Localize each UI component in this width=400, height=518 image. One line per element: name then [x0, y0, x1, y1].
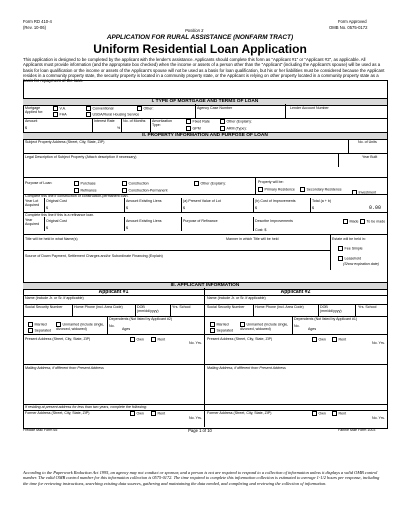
lender-account-label: Lender Account Number	[290, 106, 329, 110]
applicant-1-unmarried-label: Unmarried (include single, divorced, widowed)	[56, 322, 105, 331]
applicant-2-former-own-label: Own	[318, 411, 326, 416]
interest-rate-label: Interest Rate	[94, 119, 115, 123]
applicant-2-rent-label: Rent	[338, 337, 347, 342]
applicant-1-former-own-checkbox[interactable]	[130, 411, 135, 416]
no-units-label: No. of Units	[358, 140, 377, 144]
leasehold-option[interactable]	[338, 256, 361, 261]
applicant-2-mailing-label: Mailing Address, if different from Present Address	[207, 366, 286, 370]
applicant-1-phone-label: Home Phone (incl. Area Code)	[74, 305, 123, 309]
fixed-rate-label: Fixed Rate	[192, 119, 210, 124]
primary-option[interactable]	[258, 187, 295, 192]
arm-option[interactable]	[220, 126, 247, 131]
applicant-2-yrs-school-label: Yrs. School	[358, 305, 377, 309]
applicant-2-married-checkbox[interactable]	[210, 322, 215, 327]
original-cost-dollar: $	[46, 206, 48, 210]
manner-title-label: Manner in which Title will be held	[226, 237, 279, 241]
applicant-2-former-own-checkbox[interactable]	[312, 411, 317, 416]
source-down-payment-label: Source of Down Payment, Settlement Charges and/or Subordinate Financing (Explain)	[25, 254, 163, 258]
refinance-checkbox[interactable]	[74, 188, 79, 193]
freddie-mac-form: Freddie Mac Form 65	[23, 428, 58, 432]
cost-improvements-dollar: $	[255, 206, 257, 210]
made-option[interactable]	[343, 219, 359, 224]
leasehold-label: Leasehold	[344, 256, 362, 261]
to-be-made-option[interactable]	[360, 219, 385, 224]
present-value-dollar: $	[183, 206, 185, 210]
applicant-2-present-address-label: Present Address (Street, City, State, ZIP)	[207, 337, 273, 341]
form-subtitle: APPLICATION FOR RURAL ASSISTANCE (NONFARM TRACT)	[106, 34, 294, 41]
applicant-1-unmarried-option[interactable]	[56, 322, 106, 331]
applicant-2-dependents-label: Dependents (Not listed by Applicant #1)	[294, 317, 358, 321]
applicant-1-present-address-label: Present Address (Street, City, State, ZIP)	[25, 337, 91, 341]
section-2-header: II. PROPERTY INFORMATION AND PURPOSE OF LOAN	[23, 132, 387, 140]
secondary-label: Secondary Residence	[306, 187, 342, 192]
fha-checkbox[interactable]	[53, 112, 58, 117]
refi-existing-liens-dollar: $	[126, 226, 128, 230]
made-label: Made	[349, 219, 359, 224]
fixed-rate-option[interactable]	[186, 119, 210, 124]
gpm-label: GPM	[192, 126, 201, 131]
secondary-checkbox[interactable]	[300, 187, 305, 192]
amortization-type-label: Amortization Type:	[152, 119, 172, 128]
purchase-option[interactable]	[74, 181, 96, 186]
applicant-2-rent-option[interactable]	[332, 337, 346, 342]
applicant-2-dependents-ages: Ages	[308, 327, 317, 331]
applicant-2-own-checkbox[interactable]	[312, 337, 317, 342]
applicant-1-rent-checkbox[interactable]	[151, 337, 156, 342]
applicant-1-married-option[interactable]	[28, 322, 47, 327]
fixed-rate-checkbox[interactable]	[186, 119, 191, 124]
applicant-1-own-option[interactable]	[130, 337, 144, 342]
gpm-checkbox[interactable]	[186, 126, 191, 131]
applicant-1-dependents-ages: Ages	[122, 327, 131, 331]
applicant-2-own-option[interactable]	[312, 337, 326, 342]
form-approved: Form Approved	[338, 19, 367, 24]
leasehold-checkbox[interactable]	[338, 256, 343, 261]
applicant-1-mailing-label: Mailing Address, if different from Present Address	[25, 366, 104, 370]
applicant-1-former-own-option[interactable]	[130, 411, 144, 416]
other-explain-option[interactable]	[220, 119, 252, 124]
page-number: Page 1 of 10	[188, 428, 212, 433]
usda-option[interactable]	[86, 112, 139, 117]
secondary-option[interactable]	[300, 187, 342, 192]
applicant-1-former-rent-option[interactable]	[151, 411, 165, 416]
section-3-header: III. APPLICANT INFORMATION	[23, 282, 387, 290]
applicant-1-dependents-no: No.	[109, 324, 115, 328]
year-lot-acquired-label: Year Lot Acquired	[25, 199, 40, 208]
applicant-1-ssn-label: Social Security Number	[25, 305, 63, 309]
construction-permanent-checkbox[interactable]	[122, 188, 127, 193]
applicant-2-header: Applicant #2	[280, 289, 311, 295]
construction-permanent-option[interactable]	[122, 188, 167, 193]
applicant-1-name-label: Name (include Jr. or Sr. if applicable)	[25, 296, 84, 300]
form-number: Form RD 410-4	[23, 19, 52, 24]
total-label: Total (a + b)	[312, 199, 332, 203]
construction-permanent-label: Construction-Permanent	[128, 188, 168, 193]
form-position: Position 3	[185, 28, 204, 33]
primary-checkbox[interactable]	[258, 187, 263, 192]
applicant-2-former-rent-option[interactable]	[332, 411, 346, 416]
applicant-1-header: Applicant #1	[98, 289, 129, 295]
existing-liens-label: Amount Existing Liens	[126, 199, 162, 203]
applicant-1-married-label: Married	[34, 322, 47, 327]
purpose-other-checkbox[interactable]	[194, 181, 199, 186]
subject-address-label: Subject Property Address (Street, City, State, ZIP)	[25, 140, 105, 144]
title-held-label: Title will be held in what Name(s)	[25, 237, 78, 241]
applicant-2-phone-label: Home Phone (incl. Area Code)	[255, 305, 304, 309]
applicant-2-no-yrs: No. Yrs.	[372, 341, 385, 345]
other-checkbox[interactable]	[137, 106, 142, 111]
applicant-2-ssn-label: Social Security Number	[207, 305, 245, 309]
purpose-refinance-label: Purpose of Refinance	[183, 219, 218, 223]
applicant-1-dependents-label: Dependents (Not listed by Applicant #2)	[109, 317, 173, 321]
primary-label: Primary Residence	[264, 187, 295, 192]
year-acquired-label: Year Acquired	[25, 218, 40, 227]
fee-simple-option[interactable]	[338, 246, 363, 251]
applicant-1-separated-option[interactable]	[28, 328, 51, 333]
arm-label: ARM (Type):	[226, 126, 247, 131]
fha-label: FHA	[59, 112, 67, 117]
to-be-made-checkbox[interactable]	[360, 219, 365, 224]
usda-label: USDA/Rural Housing Service	[92, 112, 140, 117]
applicant-2-married-option[interactable]	[210, 322, 229, 327]
refi-existing-liens-label: Amount Existing Liens	[126, 219, 162, 223]
applicant-1-no-yrs: No. Yrs.	[189, 341, 202, 345]
fannie-mae-form: Fannie Mae Form 1003	[338, 428, 376, 432]
applicant-1-former-address-label: Former Address (Street, City, State, ZIP)	[25, 411, 90, 415]
purpose-label: Purpose of Loan:	[25, 181, 53, 185]
amount-label: Amount	[25, 119, 38, 123]
applicant-2-unmarried-option[interactable]	[240, 322, 290, 331]
present-value-lot-label: (a) Present Value of Lot	[183, 199, 221, 203]
total-value[interactable]: 0.00	[369, 205, 382, 211]
fee-simple-label: Fee Simple	[344, 246, 363, 251]
other-explain-checkbox[interactable]	[220, 119, 225, 124]
describe-improvements-label: Describe Improvements	[255, 219, 293, 223]
cost-improvements-label: (b) Cost of Improvements	[255, 199, 296, 203]
applicant-2-unmarried-label: Unmarried (include single, divorced, widowed)	[240, 322, 289, 331]
purpose-other-option[interactable]	[194, 181, 226, 186]
applicant-2-former-rent-checkbox[interactable]	[332, 411, 337, 416]
agency-case-label: Agency Case Number	[197, 106, 233, 110]
purpose-other-label: Other (Explain):	[200, 181, 226, 186]
va-checkbox[interactable]	[53, 106, 58, 111]
applicant-1-own-checkbox[interactable]	[130, 337, 135, 342]
applicant-1-rent-label: Rent	[157, 337, 166, 342]
refi-original-cost-label: Original Cost	[46, 219, 67, 223]
refinance-label: Refinance	[80, 188, 97, 193]
applicant-1-former-rent-checkbox[interactable]	[151, 411, 156, 416]
intro-text: This application is designed to be completed by the applicant with the lender's assistance. Applicants should complete this form as "Applicant #1" or "Applicant #2", as applicable. All Applicants must provide information (and the appropriate box checked) when the income or assets of a person other than the "Applicant" (including the Applicant's spouse) will be used as a basis for loan qualification or the income or assets of the Applicant's spouse will not be used as a basis for loan qualification, but his or her liabilities must be considered because the Applicant resides in a community property state, the security property is located in a community property state, or the Applicant is relying on other property located in a community property state as a basis for repayment of the loan.	[23, 57, 385, 84]
applicant-2-former-no-yrs: No. Yrs.	[372, 416, 385, 420]
legal-description-label: Legal Description of Subject Property (Attach description if necessary)	[25, 155, 137, 159]
existing-liens-dollar: $	[126, 206, 128, 210]
refi-original-cost-dollar: $	[46, 226, 48, 230]
interest-percent: %	[117, 126, 121, 130]
form-revision: (Rev. 10-06)	[23, 25, 46, 30]
burden-statement: According to the Paperwork Reduction Act 1995, an agency may not conduct or sponsor, and a person is not are required to respond to a collection of information unless it displays a valid OMB control number. The valid OMB control number for this information collection is 0575-0172. The time required to complete this information collection is estimated to average 1-1/2 hours per response, including the time for reviewing instructions, searching existing data sources, gathering and maintaining the data needed, and completing and reviewing the collection of information.	[23, 470, 380, 486]
applicant-2-separated-label: Separated	[216, 328, 234, 333]
original-cost-label: Original Cost	[46, 199, 67, 203]
applicant-1-separated-checkbox[interactable]	[28, 328, 33, 333]
applicant-2-former-rent-label: Rent	[338, 411, 347, 416]
applicant-1-married-checkbox[interactable]	[28, 322, 33, 327]
construction-checkbox[interactable]	[122, 181, 127, 186]
applicant-2-former-own-option[interactable]	[312, 411, 326, 416]
amount-input[interactable]	[30, 124, 90, 131]
applicant-1-rent-option[interactable]	[151, 337, 165, 342]
refinance-option[interactable]	[74, 188, 97, 193]
usda-checkbox[interactable]	[86, 112, 91, 117]
arm-checkbox[interactable]	[220, 126, 225, 131]
refinance-line-note: Complete this line if this is a refinance loan.	[25, 213, 95, 217]
applicant-1-separated-label: Separated	[34, 328, 52, 333]
fha-option[interactable]	[53, 112, 67, 117]
applicant-1-dob-label: DOB (mm/dd/yyyy)	[137, 305, 159, 314]
total-dollar: $	[312, 206, 314, 210]
applicant-1-former-rent-label: Rent	[157, 411, 166, 416]
va-option[interactable]	[53, 106, 66, 111]
gpm-option[interactable]	[186, 126, 201, 131]
made-checkbox[interactable]	[343, 219, 348, 224]
to-be-made-label: To be made	[366, 219, 386, 224]
other-label: Other:	[143, 106, 154, 111]
amount-dollar: $	[25, 126, 27, 130]
applicant-1-own-label: Own	[136, 337, 144, 342]
fee-simple-checkbox[interactable]	[338, 246, 343, 251]
applicant-2-married-label: Married	[216, 322, 229, 327]
applicant-2-name-label: Name (include Jr. or Sr. if applicable)	[207, 296, 266, 300]
omb-number: OMB No. 0575-0172	[329, 25, 368, 30]
year-built-label: Year Built	[362, 155, 378, 159]
applicant-2-former-address-label: Former Address (Street, City, State, ZIP)	[207, 411, 272, 415]
show-expiration-note: (Show expiration date)	[343, 262, 379, 266]
applicant-2-separated-checkbox[interactable]	[210, 328, 215, 333]
applicant-1-yrs-school-label: Yrs. School	[172, 305, 191, 309]
estate-held-label: Estate will be held in:	[332, 237, 366, 241]
investment-label: Investment	[358, 190, 377, 195]
property-will-be-label: Property will be:	[258, 180, 284, 184]
applicant-2-own-label: Own	[318, 337, 326, 342]
va-label: V.A.	[59, 106, 66, 111]
applicant-1-former-own-label: Own	[136, 411, 144, 416]
residing-note: If residing at present address for less than two years, complete the following:	[25, 405, 147, 409]
applicant-2-separated-option[interactable]	[210, 328, 233, 333]
conventional-option[interactable]	[86, 106, 113, 111]
conventional-checkbox[interactable]	[86, 106, 91, 111]
construction-line-note: Complete this line if construction or construction-permanent loan.	[25, 194, 129, 198]
section-1-header: I. TYPE OF MORTGAGE AND TERMS OF LOAN	[23, 98, 387, 106]
conventional-label: Conventional	[92, 106, 114, 111]
applicant-1-former-no-yrs: No. Yrs.	[189, 416, 202, 420]
no-months-label: No. of Months	[123, 119, 146, 123]
construction-label: Construction	[128, 181, 149, 186]
purchase-label: Purchase	[80, 181, 96, 186]
mortgage-applied-label: Mortgage Applied for:	[25, 106, 44, 115]
other-option[interactable]	[137, 106, 154, 111]
other-explain-label: Other (Explain):	[226, 119, 252, 124]
purchase-checkbox[interactable]	[74, 181, 79, 186]
construction-option[interactable]	[122, 181, 149, 186]
cost-label: Cost: $	[255, 228, 267, 232]
applicant-2-dependents-no: No.	[294, 324, 300, 328]
applicant-2-dob-label: DOB (mm/dd/yyyy)	[320, 305, 342, 314]
applicant-2-rent-checkbox[interactable]	[332, 337, 337, 342]
form-title: Uniform Residential Loan Application	[93, 42, 307, 56]
